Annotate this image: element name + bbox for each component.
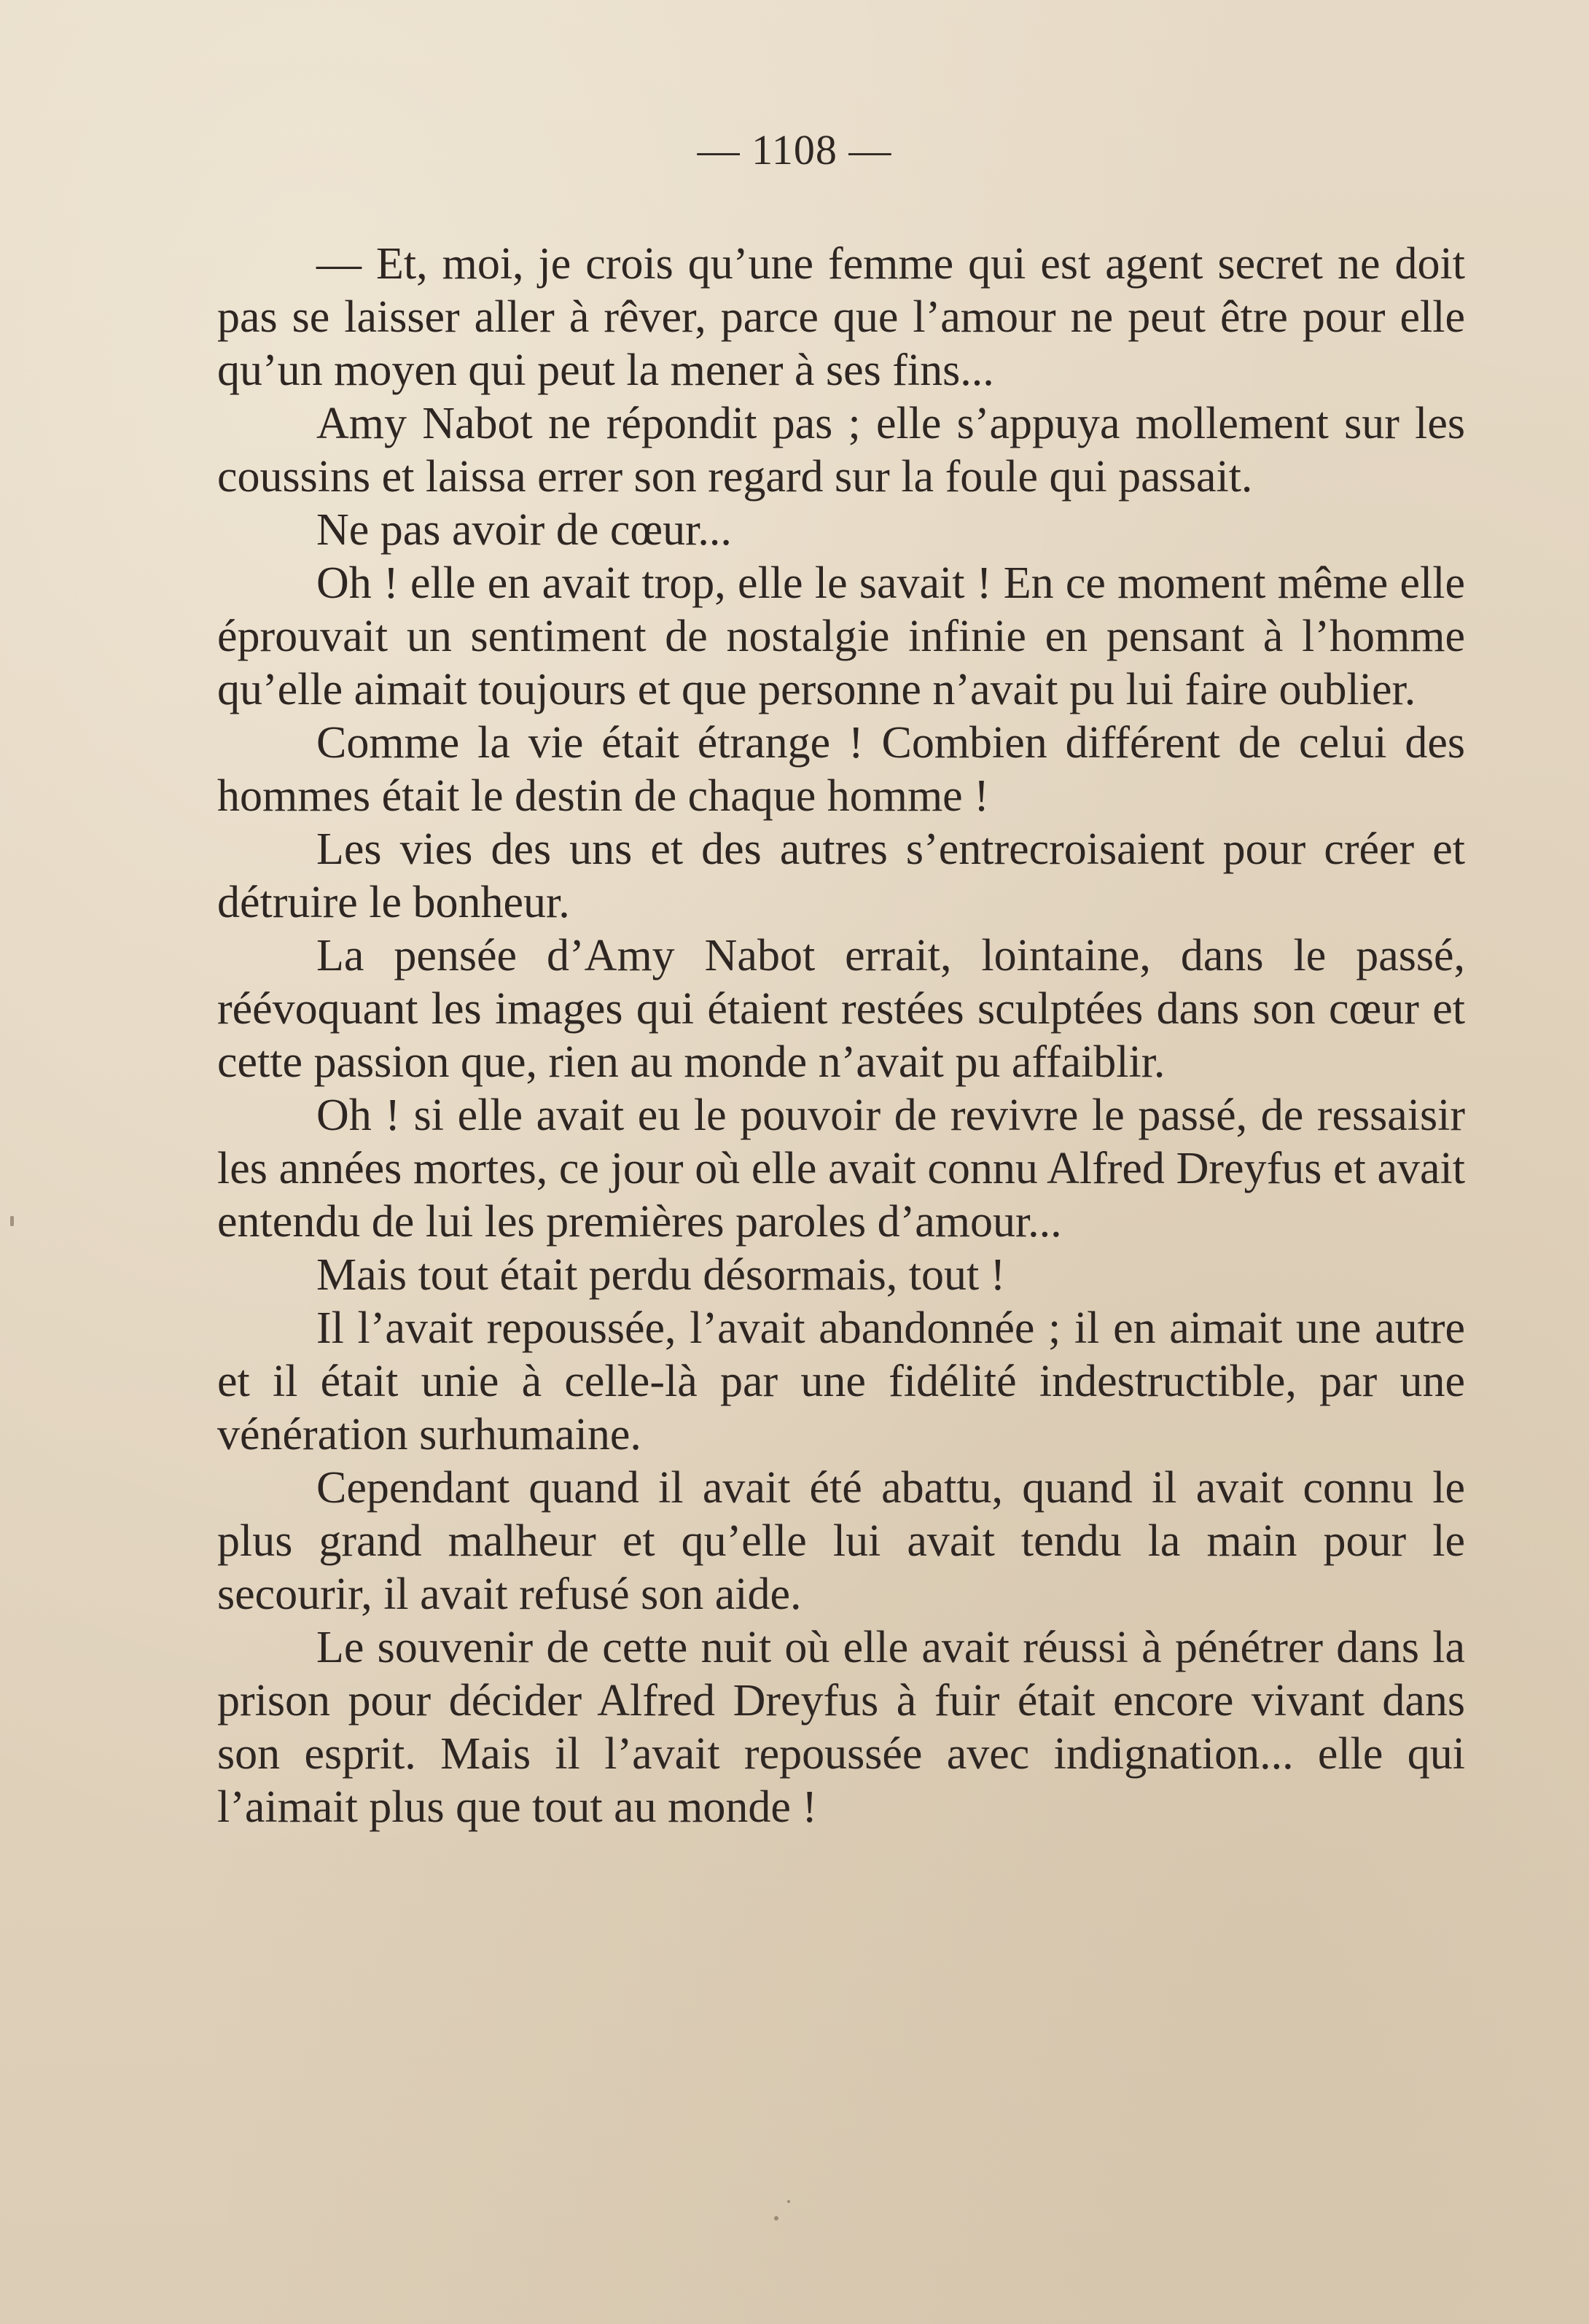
paper-speck <box>787 2200 790 2203</box>
paragraph: Cependant quand il avait été abattu, quand il avait connu le plus grand malheur et qu’elle lui avait tendu la main pour le secourir, il avait refusé son aide. <box>217 1463 1465 1619</box>
paragraph: Oh ! si elle avait eu le pouvoir de revivre le passé, de ressaisir les années mortes, ce jour où elle avait connu Alfred Dreyfus et avait entendu de lui les premières paroles d’amour... <box>217 1091 1465 1247</box>
paragraph: Amy Nabot ne répondit pas ; elle s’appuya mollement sur les coussins et laissa errer son regard sur la foule qui passait. <box>217 399 1465 502</box>
paragraph: Le souvenir de cette nuit où elle avait réussi à pénétrer dans la prison pour décider Alfred Dreyfus à fuir était encore vivant dans son esprit. Mais il l’avait repoussée avec indignation... elle qui l’aimait plus que tout au monde ! <box>217 1623 1465 1832</box>
paragraph: Ne pas avoir de cœur... <box>316 505 732 555</box>
paper-speck <box>10 1216 14 1226</box>
paragraph: Oh ! elle en avait trop, elle le savait ! En ce moment même elle éprouvait un sentiment de nostalgie infinie en pensant à l’homme qu’elle aimait toujours et que personne n’avait pu lui faire oublier. <box>217 558 1465 714</box>
paragraph: Il l’avait repoussée, l’avait abandonnée ; il en aimait une autre et il était unie à celle-là par une fidélité indestructible, par une vénération surhumaine. <box>217 1303 1465 1459</box>
paper-speck <box>774 2216 778 2220</box>
paragraph: — Et, moi, je crois qu’une femme qui est agent secret ne doit pas se laisser aller à rêver, parce que l’amour ne peut être pour elle qu’un moyen qui peut la mener à ses fins... <box>217 239 1465 395</box>
paragraph: La pensée d’Amy Nabot errait, lointaine, dans le passé, réévoquant les images qui étaient restées sculptées dans son cœur et cette passion que, rien au monde n’avait pu affaiblir. <box>217 931 1465 1087</box>
text-body <box>217 238 1465 1834</box>
paragraph: Mais tout était perdu désormais, tout ! <box>316 1250 1006 1300</box>
page-number: — 1108 — <box>697 126 892 173</box>
paragraph: Comme la vie était étrange ! Combien différent de celui des hommes était le destin de chaque homme ! <box>217 718 1465 821</box>
paragraph: Les vies des uns et des autres s’entrecroisaient pour créer et détruire le bonheur. <box>217 824 1465 927</box>
